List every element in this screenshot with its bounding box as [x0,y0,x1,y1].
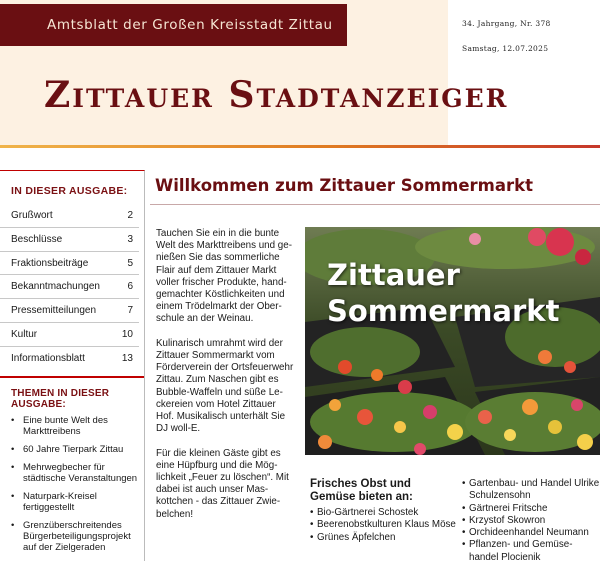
sidebar [0,170,145,561]
toc-item-label: Bekanntmachungen [11,281,100,293]
topics-box [0,376,144,560]
bullet-icon: • [462,514,466,526]
bullet-icon: • [462,539,466,551]
vendor-label: Gartenbau- und Handel Ulrike Schulzensohn [469,478,600,502]
toc-item[interactable] [0,204,139,228]
vendor-label: Pflanzen- und Gemüse-handel Plocienik [469,539,573,561]
photo-caption-line: Sommermarkt [327,294,560,328]
toc-item-page: 3 [127,233,133,245]
vendor-item [310,507,460,519]
topic-label: Grenzüberschreitendes Bürgerbeteiligungsprojekt auf der Zielgeraden [23,520,131,553]
topic-item[interactable] [11,415,140,437]
article-title: Willkommen zum Zittauer Sommermarkt [155,176,533,195]
vendor-label: Beerenobstkulturen Klaus Möse [317,519,456,531]
toc-item-page: 5 [127,257,133,269]
bullet-icon: • [462,502,466,514]
toc-item-page: 2 [127,210,133,221]
header-divider [0,145,600,148]
toc-item[interactable] [0,275,139,299]
newspaper-title: Zittauer Stadtanzeiger [44,74,509,116]
vendor-label: Krzystof Skowron [469,514,546,526]
photo-caption-line: Zittauer [327,258,460,292]
toc-item[interactable] [0,252,139,276]
table-of-contents [0,204,144,371]
toc-item-label: Fraktionsbeiträge [11,257,89,269]
bullet-icon: • [11,462,15,473]
topics-list [0,410,144,553]
toc-item-page: 7 [127,305,133,317]
vendors-list [310,507,460,544]
topic-label: Mehrwegbecher für städtische Veranstaltungen [23,462,138,484]
topic-label: Eine bunte Welt des Markttreibens [23,415,108,437]
market-flowers-photo [305,227,600,455]
article-paragraph: Tauchen Sie ein in die bunte Welt des Markttreibens und ge-nießen Sie das sommerliche Flair auf dem Zittauer Markt voller frischer Produkte, hand-gemachter Köstlichkeiten und einem Trödelmarkt der Ober-schule an der Weinau. [156,228,292,325]
vendor-item [462,503,600,515]
bullet-icon: • [310,519,314,531]
toc-item[interactable] [0,347,139,371]
title-divider [150,204,600,205]
bullet-icon: • [310,531,314,543]
photo-caption [327,257,559,329]
vendor-item [462,515,600,527]
toc-item-label: Pressemitteilungen [11,305,97,317]
toc-item-page: 10 [121,328,133,340]
bullet-icon: • [310,507,314,518]
article-body [156,228,296,533]
bullet-icon: • [462,478,466,489]
toc-item-page: 13 [121,352,133,364]
topic-item[interactable] [11,520,140,553]
topic-item[interactable] [11,444,140,455]
bullet-icon: • [11,444,15,455]
vendor-item [462,527,600,539]
issue-number: 34. Jahrgang, Nr. 378 [462,19,551,28]
vendor-item [310,532,460,544]
topic-label: 60 Jahre Tierpark Zittau [23,444,124,455]
masthead-area [0,0,600,145]
bullet-icon: • [11,520,15,531]
vendor-label: Orchideenhandel Neumann [469,527,589,539]
amtsblatt-banner: Amtsblatt der Großen Kreisstadt Zittau [0,4,347,46]
topic-item[interactable] [11,462,140,484]
toc-heading: IN DIESER AUSGABE: [11,185,128,197]
topic-item[interactable] [11,491,140,513]
toc-item[interactable] [0,323,139,347]
vendor-label: Bio-Gärtnerei Schostek [317,507,419,518]
issue-date: Samstag, 12.07.2025 [462,44,549,53]
bullet-icon: • [11,491,15,502]
topic-label: Naturpark-Kreisel fertiggestellt [23,491,97,513]
vendors-heading: Frisches Obst und Gemüse bieten an: [310,478,413,503]
toc-item[interactable] [0,228,139,252]
vendor-label: Gärtnerei Fritsche [469,502,548,514]
toc-item[interactable] [0,299,139,323]
topics-heading: THEMEN IN DIESER AUSGABE: [11,388,110,410]
vendor-item [462,539,600,561]
article-paragraph: Kulinarisch umrahmt wird der Zittauer Sommermarkt vom Förderverein der Ortsfeuerwehr Zittau. Zum Naschen gibt es Bubble-Waffeln und süße Le-ckereien vom Hotel Zittauer Hof. Musikalisch unterhält Sie DJ woll-E. [156,337,294,435]
vendor-item [310,519,460,531]
toc-item-label: Kultur [11,328,38,340]
toc-item-label: Grußwort [11,210,53,221]
toc-item-page: 6 [127,281,133,293]
vendors-list [462,478,600,561]
toc-item-label: Informationsblatt [11,352,85,364]
toc-item-label: Beschlüsse [11,233,63,245]
article-paragraph: Für die kleinen Gäste gibt es eine Hüpfburg und die Mög-lichkeit „Feuer zu löschen“. Mit dabei ist auch unser Mas-kottchen - das Zittauer Zwie-belchen! [156,447,289,520]
vendor-label: Grünes Äpfelchen [317,531,396,543]
bullet-icon: • [11,415,15,426]
vendor-item [462,478,600,503]
bullet-icon: • [462,527,466,539]
